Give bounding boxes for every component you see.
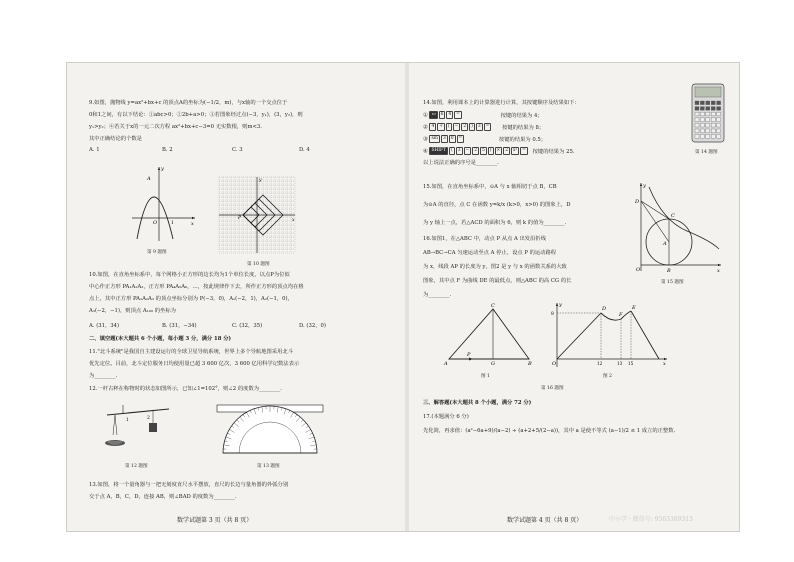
q14-row2-result: 按键的结果为 8； bbox=[502, 124, 545, 131]
q9-line4: 其中正确结论的个数是 bbox=[89, 136, 142, 142]
calculator-key-shape bbox=[700, 135, 704, 139]
q14-row-1 bbox=[423, 111, 543, 120]
fig16b-label-8: 8 bbox=[551, 312, 554, 317]
q14-row1-result: 按键的结果为 4； bbox=[500, 112, 543, 119]
calc-key: × bbox=[496, 148, 501, 153]
calc-key: ) bbox=[489, 148, 492, 153]
calculator-key-shape bbox=[700, 118, 704, 122]
q12-line1: 12.一杆古秤在称物时的状态如图所示，已知∠1=102°，则∠2 的度数为________. bbox=[89, 386, 282, 392]
calc-key: − bbox=[465, 148, 470, 153]
calculator-key-shape bbox=[717, 107, 721, 111]
q10-line1: 10.如图，在直角坐标系中，每个网格小正方形的边长均为1个单位长度，以点P为位似 bbox=[89, 272, 290, 278]
fig16-label-p: P bbox=[467, 352, 471, 358]
fig16b-tick-15: 15 bbox=[628, 361, 634, 366]
figure-16-graph bbox=[549, 301, 669, 369]
fig13-caption: 第 13 题图 bbox=[257, 464, 280, 469]
calc-key: ( bbox=[450, 148, 453, 153]
q16-line4: 图象，其中点 F 为曲线 DE 的最低点，则△ABC 的高 CG 的长 bbox=[423, 278, 572, 284]
calc-key: = bbox=[522, 148, 526, 153]
fig12-caption: 第 12 题图 bbox=[125, 464, 148, 469]
calculator-key-shape bbox=[711, 129, 715, 133]
q10-option-c: C. (32，35) bbox=[232, 323, 263, 329]
q9-option-a: A. 1 bbox=[89, 147, 100, 153]
calculator-key-shape bbox=[711, 112, 715, 116]
fig16-label-g: G bbox=[491, 361, 495, 367]
calc-key: 4 bbox=[431, 124, 435, 129]
calc-key: x² bbox=[512, 148, 518, 153]
fig9-label-y: y bbox=[161, 166, 164, 172]
calculator-key-shape bbox=[706, 101, 710, 105]
q16-line1: 16.如图1，在△ABC 中，动点 P 从点 A 出发沿折线 bbox=[423, 236, 546, 242]
fig15-label-b: B bbox=[667, 268, 671, 274]
calculator-key-shape bbox=[711, 135, 715, 139]
calc-key: 0 bbox=[450, 136, 454, 141]
calculator-key-shape bbox=[700, 107, 704, 111]
q9-line3: y₁>y₂；④若关于x的一元二次方程 ax²+bx+c−3=0 无实数根，则m<3. bbox=[89, 124, 262, 130]
calc-key: ▭ bbox=[431, 112, 436, 117]
q17-line2: 先化简，再求值：(a²−6a+9)/(a−2) ÷ (a+2+5/(2−a))，其中 a 是使不等式 (a−1)/2 ≤ 1 成立的正整数. bbox=[423, 428, 676, 434]
fig9-label-x: x bbox=[191, 221, 194, 227]
fig10-caption: 第 10 题图 bbox=[247, 262, 270, 267]
q11-line2: 优先定位。目前，北斗定位服务日均使用量已超 3 600 亿次，3 600 亿用科学记数法表示 bbox=[89, 361, 300, 367]
fig16b-label-x: x bbox=[663, 361, 666, 367]
calculator-key-shape bbox=[695, 107, 699, 111]
calculator-key-shape bbox=[706, 135, 710, 139]
calculator-key-shape bbox=[695, 135, 699, 139]
q14-row3-result: 按键的结果为 0.5； bbox=[498, 136, 547, 143]
figure-14-calculator bbox=[691, 83, 725, 143]
calc-key: = bbox=[485, 124, 490, 129]
calculator-key-shape bbox=[717, 123, 721, 127]
calc-key: 4 bbox=[448, 112, 452, 117]
calc-key: 2 bbox=[474, 148, 477, 153]
q14-line1: 14.如图，利用课本上的计算器进行计算，其按键顺序及结果如下： bbox=[423, 100, 580, 106]
fig16-sub2-caption: 图 2 bbox=[603, 374, 612, 379]
calculator-key-shape bbox=[711, 118, 715, 122]
calculator-key-shape bbox=[706, 112, 710, 116]
calculator-key-shape bbox=[695, 129, 699, 133]
page-4 bbox=[409, 63, 739, 531]
calculator-key-shape bbox=[695, 123, 699, 127]
q9-option-d: D. 4 bbox=[299, 147, 310, 153]
fig10-label-x: x bbox=[292, 218, 295, 223]
calc-key: 2 bbox=[463, 124, 467, 129]
figure-10-grid bbox=[217, 175, 297, 255]
fig15-label-c: C bbox=[671, 213, 675, 219]
q13-line1: 13.如图，将一个量角器与一把无刻度直尺水平摆放，直尺的长边与量角器的外弧分别 bbox=[89, 482, 289, 488]
calc-key: sin bbox=[431, 136, 438, 141]
q9-line2: 0和1之间，有以下结论：①abc>0；②2b+a>0；③若图象经过点(−3，y₁)，(3，y₂)，则 bbox=[89, 112, 303, 118]
q10-line3: 点上，其中正方形 PA₁A₂A₃ 的顶点坐标分别为 P(−3，0)，A₁(−2，1)，A₂(−1，0)， bbox=[89, 296, 293, 302]
calculator-key-shape bbox=[706, 118, 710, 122]
calculator-key-shape bbox=[717, 118, 721, 122]
calculator-key-shape bbox=[706, 123, 710, 127]
calculator-key-shape bbox=[711, 107, 715, 111]
page-3-footer: 数学试题第 3 页（共 8 页） bbox=[177, 517, 253, 524]
fig9-label-o: O bbox=[153, 220, 158, 226]
calc-key: − bbox=[454, 124, 459, 129]
calculator-key-shape bbox=[695, 101, 699, 105]
fig16b-label-f: F bbox=[619, 312, 623, 318]
figure-16-triangle bbox=[443, 303, 535, 367]
q14-row2-num: ② bbox=[423, 124, 428, 131]
page-4-footer: 数学试题第 4 页（共 8 页） bbox=[507, 517, 583, 524]
calculator-key-shape bbox=[717, 112, 721, 116]
calculator-key-shape bbox=[695, 118, 699, 122]
calculator-key-shape bbox=[700, 129, 704, 133]
q14-row3-num: ③ bbox=[423, 136, 428, 143]
calculator-key-shape bbox=[700, 101, 704, 105]
calculator-key-shape bbox=[700, 112, 704, 116]
fig15-caption: 第 15 题图 bbox=[661, 280, 684, 285]
fig12-label-1: 1 bbox=[126, 418, 129, 423]
q15-line1: 15.如图，在直角坐标系中，⊙A 与 x 轴相切于点 B，CB bbox=[423, 184, 557, 190]
section-2-heading: 二、填空题(本大题共 6 个小题，每小题 3 分，满分 18 分) bbox=[89, 336, 232, 342]
fig16b-label-y: y bbox=[559, 302, 562, 308]
q9-option-c: C. 3 bbox=[232, 147, 243, 153]
q11-line1: 11."北斗系统"是我国自主建设运行的全球卫星导航系统，世界上多个导航地图采用北斗 bbox=[89, 349, 293, 355]
calculator-key-shape bbox=[711, 101, 715, 105]
q17-line1: 17.(本题满分 6 分) bbox=[423, 414, 469, 420]
q14-line6: 以上说法正确的序号是________. bbox=[423, 160, 499, 166]
q10-option-d: D. (32，0) bbox=[299, 323, 326, 329]
fig15-label-x: x bbox=[717, 268, 720, 274]
calc-key: = bbox=[458, 136, 463, 141]
calc-key: SHIFT bbox=[431, 148, 446, 153]
fig9-caption: 第 9 题图 bbox=[147, 250, 167, 255]
calc-key: + bbox=[439, 124, 443, 129]
q15-line2: 为⊙A 的直径，点 C 在函数 y=k/x (k>0，x>0) 的图象上，D bbox=[423, 202, 571, 208]
calculator-key-shape bbox=[706, 107, 710, 111]
q10-line4: A₃(−2，−1)，则顶点 A₁₀₀ 的坐标为 bbox=[89, 308, 176, 314]
page-3 bbox=[67, 63, 405, 531]
fig12-label-2: 2 bbox=[147, 416, 150, 421]
q9-option-b: B. 2 bbox=[162, 147, 173, 153]
fig16-label-a: A bbox=[444, 361, 448, 367]
calc-key: 6 bbox=[440, 112, 444, 117]
fig9-label-a: A bbox=[147, 176, 151, 182]
figure-15-circle-hyperbola bbox=[627, 181, 723, 273]
calc-key: 2 bbox=[505, 148, 508, 153]
fig10-label-y: y bbox=[259, 178, 262, 183]
q16-line5: 为________. bbox=[423, 292, 452, 298]
watermark-text: 中小学 · 微信号: 9563389313 bbox=[609, 516, 693, 523]
calculator-key-shape bbox=[700, 123, 704, 127]
fig15-label-d: D bbox=[635, 199, 640, 205]
q10-option-b: B. (31，−34) bbox=[162, 323, 197, 329]
fig16-sub1-caption: 图 1 bbox=[481, 374, 490, 379]
fig15-label-a: A bbox=[663, 241, 667, 247]
calc-key: ) bbox=[471, 124, 473, 129]
calc-key: ( bbox=[447, 124, 450, 129]
q16-line3: 为 x，线段 AP 的长度为 y，图2 是 y 与 x 的函数关系的大致 bbox=[423, 264, 567, 270]
calculator-key-shape bbox=[711, 123, 715, 127]
fig15-label-o: O bbox=[636, 267, 641, 273]
fig16b-tick-13: 13 bbox=[617, 361, 623, 366]
calc-key: = bbox=[456, 112, 460, 117]
q9-line1: 9.如图，抛物线 y=ax²+bx+c 的顶点A的坐标为(−1/2，m)，与x轴的一个交点位于 bbox=[89, 100, 288, 106]
calculator-key-shape bbox=[695, 112, 699, 116]
fig16b-tick-12: 12 bbox=[597, 361, 603, 366]
q13-line2: 交于点 A，B，C，D，连接 AB，则∠BAD 的度数为________. bbox=[89, 494, 237, 500]
q14-row1-num: ① bbox=[423, 112, 428, 119]
calc-key: 3 bbox=[442, 136, 446, 141]
fig16b-label-e: E bbox=[632, 305, 636, 311]
calc-key: 5 bbox=[481, 148, 485, 153]
q15-line3: 为 y 轴上一点，若△ACD 的面积为 6，则 k 的值为________. bbox=[423, 220, 567, 226]
q16-line2: AB→BC→CA 匀速运动至点 A 停止，设点 P 的运动路程 bbox=[423, 250, 557, 256]
q10-option-a: A. (31，34) bbox=[89, 323, 120, 329]
q14-row4-num: ④ bbox=[423, 148, 428, 155]
fig9-label-one: 1 bbox=[171, 221, 174, 226]
fig10-label-p: P bbox=[238, 216, 242, 221]
q14-row4-result: 按键的结果为 25. bbox=[532, 148, 575, 155]
q11-line3: 为________. bbox=[89, 373, 118, 379]
calculator-key-shape bbox=[717, 135, 721, 139]
section-3-heading: 三、解答题(本大题共 8 个小题，满分 72 分) bbox=[423, 400, 532, 406]
figure-13-protractor bbox=[215, 401, 325, 457]
calculator-key-shape bbox=[717, 129, 721, 133]
fig16-label-b: B bbox=[528, 361, 532, 367]
calculator-key-shape bbox=[717, 101, 721, 105]
q14-row-4 bbox=[423, 147, 575, 156]
q14-row-2 bbox=[423, 123, 544, 132]
q14-row-3 bbox=[423, 135, 546, 144]
q10-line2: 中心作正方形 PA₁A₂A₃，正方形 PA₄A₅A₆，…，按此规律作下去，所作正方形的顶点均在格 bbox=[89, 284, 304, 290]
calculator-key-shape bbox=[706, 129, 710, 133]
calc-key: 3 bbox=[457, 148, 461, 153]
fig16-label-c: C bbox=[491, 303, 495, 309]
fig16-caption: 第 16 题图 bbox=[541, 386, 564, 391]
figure-12-steelyard bbox=[103, 403, 173, 459]
fig16b-label-d: D bbox=[602, 306, 607, 312]
fig14-caption: 第 14 题图 bbox=[695, 150, 718, 155]
figure-9-parabola bbox=[127, 163, 197, 243]
fig16b-label-o: O bbox=[552, 361, 557, 367]
fig15-label-y: y bbox=[643, 183, 646, 189]
calc-key: 3 bbox=[477, 124, 481, 129]
exam-spread bbox=[66, 62, 740, 532]
